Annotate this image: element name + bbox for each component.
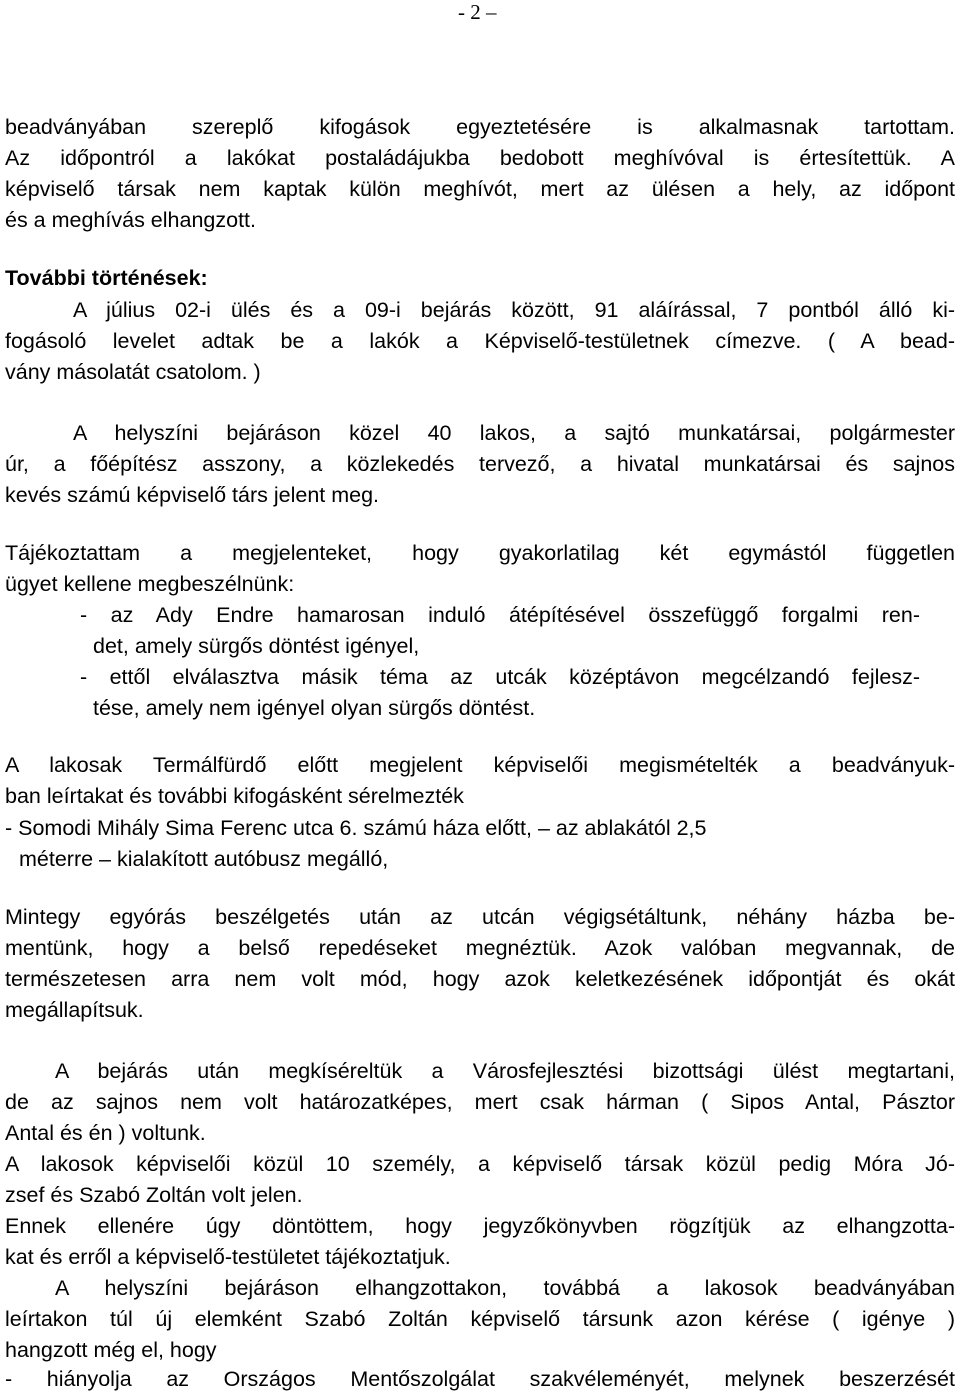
text-line: Ennek ellenére úgy döntöttem, hogy jegyzőkönyvben rögzítjük az elhangzotta- bbox=[5, 1214, 955, 1238]
text-line: kat és erről a képviselő-testületet tájékoztatjuk. bbox=[5, 1245, 451, 1269]
list-item-continuation: det, amely sürgős döntést igényel, bbox=[93, 634, 420, 658]
page-number bbox=[0, 0, 960, 24]
list-item-continuation: tése, amely nem igényel olyan sürgős döntést. bbox=[93, 696, 536, 720]
text-line: vány másolatát csatolom. ) bbox=[5, 360, 261, 384]
text-line: Az időpontról a lakókat postaládájukba bedobott meghívóval is értesítettük. A bbox=[5, 146, 955, 170]
list-item: - hiányolja az Országos Mentőszolgálat szakvéleményét, melynek beszerzését bbox=[5, 1367, 955, 1391]
text-line: ügyet kellene megbeszélnünk: bbox=[5, 572, 295, 596]
text-line: Mintegy egyórás beszélgetés után az utcán végigsétáltunk, néhány házba be- bbox=[5, 905, 955, 929]
text-line: és a meghívás elhangzott. bbox=[5, 208, 256, 232]
text-line: zsef és Szabó Zoltán volt jelen. bbox=[5, 1183, 303, 1207]
text-line: de az sajnos nem volt határozatképes, mert csak hárman ( Sipos Antal, Pásztor bbox=[5, 1090, 955, 1114]
list-item-continuation: méterre – kialakított autóbusz megálló, bbox=[19, 847, 389, 871]
list-item: - az Ady Endre hamarosan induló átépítésével összefüggő forgalmi ren- bbox=[80, 603, 920, 627]
text-line: ban leírtakat és további kifogásként sérelmezték bbox=[5, 784, 464, 808]
text-line: természetesen arra nem volt mód, hogy azok keletkezésének időpontját és okát bbox=[5, 967, 955, 991]
text-line: hangzott még el, hogy bbox=[5, 1338, 217, 1362]
section-heading: További történések: bbox=[5, 266, 208, 290]
text-line: úr, a főépítész asszony, a közlekedés tervező, a hivatal munkatársai és sajnos bbox=[5, 452, 955, 476]
text-line: A helyszíni bejáráson elhangzottakon, továbbá a lakosok beadványában bbox=[55, 1276, 955, 1300]
text-line: Tájékoztattam a megjelenteket, hogy gyakorlatilag két egymástól független bbox=[5, 541, 955, 565]
text-line: kevés számú képviselő társ jelent meg. bbox=[5, 483, 380, 507]
list-item: - Somodi Mihály Sima Ferenc utca 6. számú háza előtt, – az ablakától 2,5 bbox=[5, 816, 707, 840]
text-line: A helyszíni bejáráson közel 40 lakos, a sajtó munkatársai, polgármester bbox=[73, 421, 955, 445]
list-item: - ettől elválasztva másik téma az utcák középtávon megcélzandó fejlesz- bbox=[80, 665, 920, 689]
text-line: leírtakon túl új elemként Szabó Zoltán képviselő társunk azon kérése ( igénye ) bbox=[5, 1307, 955, 1331]
text-line: képviselő társak nem kaptak külön meghívót, mert az ülésen a hely, az időpont bbox=[5, 177, 955, 201]
text-line: megállapítsuk. bbox=[5, 998, 144, 1022]
page-number-text: - 2 – bbox=[458, 0, 497, 24]
text-line: A bejárás után megkíséreltük a Városfejlesztési bizottsági ülést megtartani, bbox=[55, 1059, 955, 1083]
text-line: A lakosok képviselői közül 10 személy, a képviselő társak közül pedig Móra Jó- bbox=[5, 1152, 955, 1176]
text-line: fogásoló levelet adtak be a lakók a Képviselő-testületnek címezve. ( A bead- bbox=[5, 329, 955, 353]
text-line: mentünk, hogy a belső repedéseket megnéztük. Azok valóban megvannak, de bbox=[5, 936, 955, 960]
text-line: Antal és én ) voltunk. bbox=[5, 1121, 206, 1145]
text-line: A lakosak Termálfürdő előtt megjelent képviselői megismételték a beadványuk- bbox=[5, 753, 955, 777]
text-line: A július 02-i ülés és a 09-i bejárás között, 91 aláírással, 7 pontból álló ki- bbox=[73, 298, 955, 322]
text-line: beadványában szereplő kifogások egyeztetésére is alkalmasnak tartottam. bbox=[5, 115, 955, 139]
